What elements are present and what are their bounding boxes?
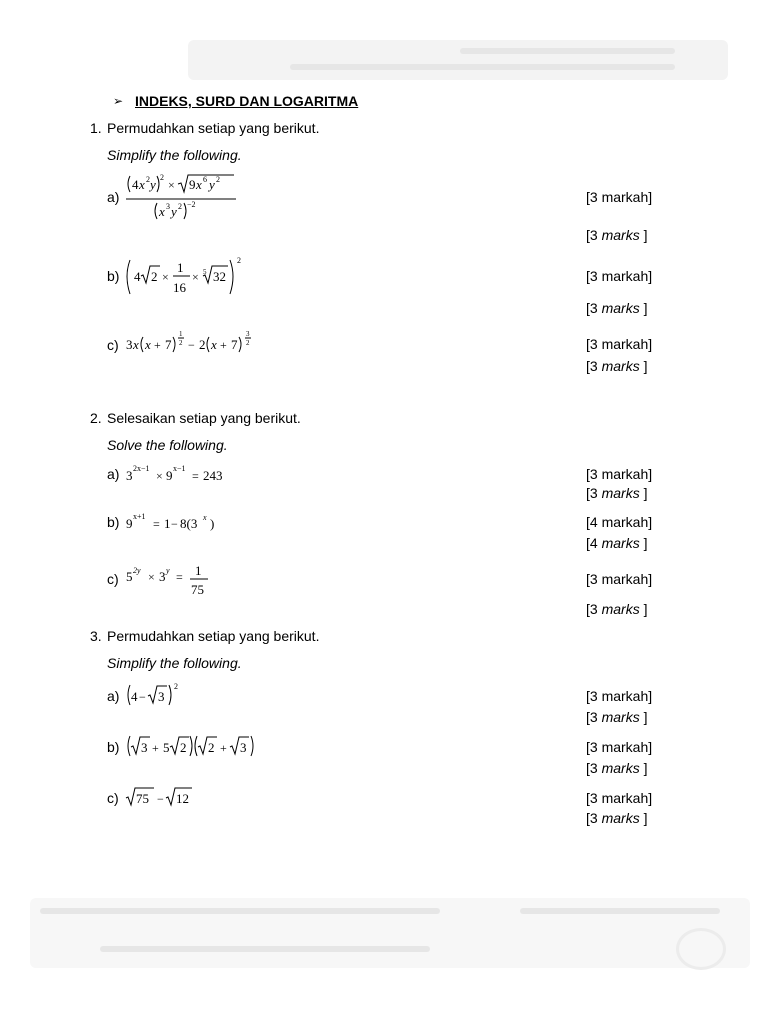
math-token: 16 bbox=[173, 280, 186, 295]
q2-number: 2. bbox=[90, 410, 102, 426]
math-token: x bbox=[159, 204, 165, 219]
math-token: 32 bbox=[213, 269, 226, 284]
q2c-expression bbox=[124, 560, 214, 602]
math-token: 2 bbox=[151, 269, 158, 284]
q3b-marks-ms: [3 markah] bbox=[586, 739, 653, 755]
math-token: 2 bbox=[146, 175, 150, 184]
math-token: 5 bbox=[203, 268, 207, 276]
math-token: 2 bbox=[208, 740, 215, 755]
math-token: ) bbox=[210, 516, 215, 531]
q2-instruction-ms: Selesaikan setiap yang berikut. bbox=[107, 410, 301, 426]
q2b-marks-en: [4 marks ] bbox=[586, 535, 648, 551]
q1-number: 1. bbox=[90, 120, 102, 136]
q1b-marks-en: [3 marks ] bbox=[586, 300, 648, 316]
q1a-label: a) bbox=[107, 189, 120, 205]
math-token: 9 bbox=[126, 516, 133, 531]
math-token: = bbox=[192, 469, 199, 483]
q3c-label: c) bbox=[107, 790, 119, 806]
q3c-expression bbox=[124, 783, 196, 809]
math-token: 2x−1 bbox=[133, 464, 150, 473]
math-token: × bbox=[148, 570, 155, 584]
math-token: y bbox=[209, 177, 215, 192]
q3a-label: a) bbox=[107, 688, 120, 704]
math-token: 8(3 bbox=[180, 516, 198, 531]
math-token: 3 bbox=[126, 337, 133, 352]
math-token: x bbox=[139, 177, 145, 192]
q3b-marks-en: [3 marks ] bbox=[586, 760, 648, 776]
math-token: x bbox=[203, 513, 207, 522]
math-token: 75 bbox=[191, 582, 204, 597]
math-token: 3 bbox=[141, 740, 148, 755]
math-token: 2y bbox=[133, 566, 141, 575]
math-token: x bbox=[133, 337, 139, 352]
math-token: 6 bbox=[203, 175, 207, 184]
q3a-marks-en: [3 marks ] bbox=[586, 709, 648, 725]
q1-instruction-ms: Permudahkan setiap yang berikut. bbox=[107, 120, 320, 136]
q3-instruction-ms: Permudahkan setiap yang berikut. bbox=[107, 628, 320, 644]
math-token: − bbox=[139, 690, 146, 704]
q3-number: 3. bbox=[90, 628, 102, 644]
math-token: 3 bbox=[126, 468, 133, 483]
math-token: y bbox=[166, 566, 170, 575]
math-token: 1 bbox=[177, 260, 184, 275]
math-token: − bbox=[171, 517, 178, 531]
faded-footer-line bbox=[100, 946, 430, 952]
bullet-arrow-icon: ➢ bbox=[113, 94, 124, 108]
q3c-marks-en: [3 marks ] bbox=[586, 810, 648, 826]
math-token: 4 bbox=[134, 269, 141, 284]
q3b-label: b) bbox=[107, 739, 120, 755]
q2a-label: a) bbox=[107, 466, 120, 482]
math-token: 2 bbox=[179, 339, 183, 347]
faded-footer-line bbox=[520, 908, 720, 914]
math-token: 9 bbox=[189, 177, 196, 192]
q1b-expression bbox=[124, 254, 250, 300]
q1a-expression bbox=[124, 172, 244, 226]
q1c-marks-ms: [3 markah] bbox=[586, 336, 653, 352]
math-token: 3 bbox=[158, 689, 165, 704]
math-token: y bbox=[150, 177, 156, 192]
math-token: 1 bbox=[195, 563, 202, 578]
q2-instruction-en: Solve the following. bbox=[107, 437, 228, 453]
math-token: 2 bbox=[174, 682, 178, 691]
q2b-expression bbox=[124, 508, 224, 534]
math-token: 9 bbox=[166, 468, 173, 483]
q1b-marks-ms: [3 markah] bbox=[586, 268, 653, 284]
math-token: 2 bbox=[178, 202, 182, 211]
math-token: 12 bbox=[176, 791, 189, 806]
q2c-marks-en: [3 marks ] bbox=[586, 601, 648, 617]
q2a-marks-en: [3 marks ] bbox=[586, 485, 648, 501]
math-token: 243 bbox=[203, 468, 223, 483]
math-token: × bbox=[168, 178, 175, 192]
math-token: 7 bbox=[165, 337, 172, 352]
q2a-expression bbox=[124, 460, 234, 486]
q1a-marks-en: [3 marks ] bbox=[586, 227, 648, 243]
q2b-marks-ms: [4 markah] bbox=[586, 514, 653, 530]
q3a-expression bbox=[124, 680, 188, 708]
math-token: + bbox=[152, 741, 159, 755]
math-token: 2 bbox=[237, 256, 241, 265]
math-token: x bbox=[145, 337, 151, 352]
q1b-label: b) bbox=[107, 268, 120, 284]
math-token: 5 bbox=[126, 569, 133, 584]
math-token: 3 bbox=[240, 740, 247, 755]
q1c-expression bbox=[124, 326, 260, 356]
math-token: + bbox=[220, 338, 227, 352]
q1c-marks-en: [3 marks ] bbox=[586, 358, 648, 374]
math-token: = bbox=[176, 570, 183, 584]
q3-instruction-en: Simplify the following. bbox=[107, 655, 242, 671]
q2a-marks-ms: [3 markah] bbox=[586, 466, 653, 482]
math-token: = bbox=[153, 517, 160, 531]
math-token: 4 bbox=[132, 177, 139, 192]
math-token: + bbox=[154, 338, 161, 352]
math-token: × bbox=[156, 469, 163, 483]
faded-header bbox=[188, 40, 728, 80]
math-token: −2 bbox=[187, 200, 196, 209]
math-token: 2 bbox=[199, 337, 206, 352]
math-token: × bbox=[162, 270, 169, 284]
math-token: 3 bbox=[166, 202, 170, 211]
q2c-label: c) bbox=[107, 571, 119, 587]
math-token: 3 bbox=[246, 330, 250, 338]
math-token: 75 bbox=[136, 791, 149, 806]
math-token: 3 bbox=[159, 569, 166, 584]
q2b-label: b) bbox=[107, 514, 120, 530]
math-token: 2 bbox=[180, 740, 187, 755]
math-token: + bbox=[220, 741, 227, 755]
faded-footer-line bbox=[40, 908, 440, 914]
math-token: y bbox=[171, 204, 177, 219]
math-token: 5 bbox=[163, 740, 170, 755]
q3c-marks-ms: [3 markah] bbox=[586, 790, 653, 806]
math-token: − bbox=[188, 338, 195, 352]
q3b-expression bbox=[124, 731, 258, 759]
faded-header-line bbox=[460, 48, 675, 54]
math-token: x+1 bbox=[133, 512, 146, 521]
q1c-label: c) bbox=[107, 337, 119, 353]
math-token: x bbox=[196, 177, 202, 192]
math-token: 2 bbox=[216, 175, 220, 184]
q1a-marks-ms: [3 markah] bbox=[586, 189, 653, 205]
math-token: − bbox=[157, 792, 164, 806]
q3a-marks-ms: [3 markah] bbox=[586, 688, 653, 704]
math-token: 7 bbox=[231, 337, 238, 352]
q1-instruction-en: Simplify the following. bbox=[107, 147, 242, 163]
faded-stamp bbox=[676, 928, 726, 970]
math-token: 1 bbox=[164, 516, 171, 531]
section-heading: INDEKS, SURD DAN LOGARITMA bbox=[135, 93, 359, 109]
math-token: x−1 bbox=[173, 464, 186, 473]
math-token: 2 bbox=[246, 339, 250, 347]
math-token: x bbox=[211, 337, 217, 352]
math-token: × bbox=[192, 270, 199, 284]
faded-header-line bbox=[290, 64, 675, 70]
q2c-marks-ms: [3 markah] bbox=[586, 571, 653, 587]
math-token: 2 bbox=[160, 173, 164, 182]
math-token: 1 bbox=[179, 330, 183, 338]
math-token: 4 bbox=[131, 689, 138, 704]
